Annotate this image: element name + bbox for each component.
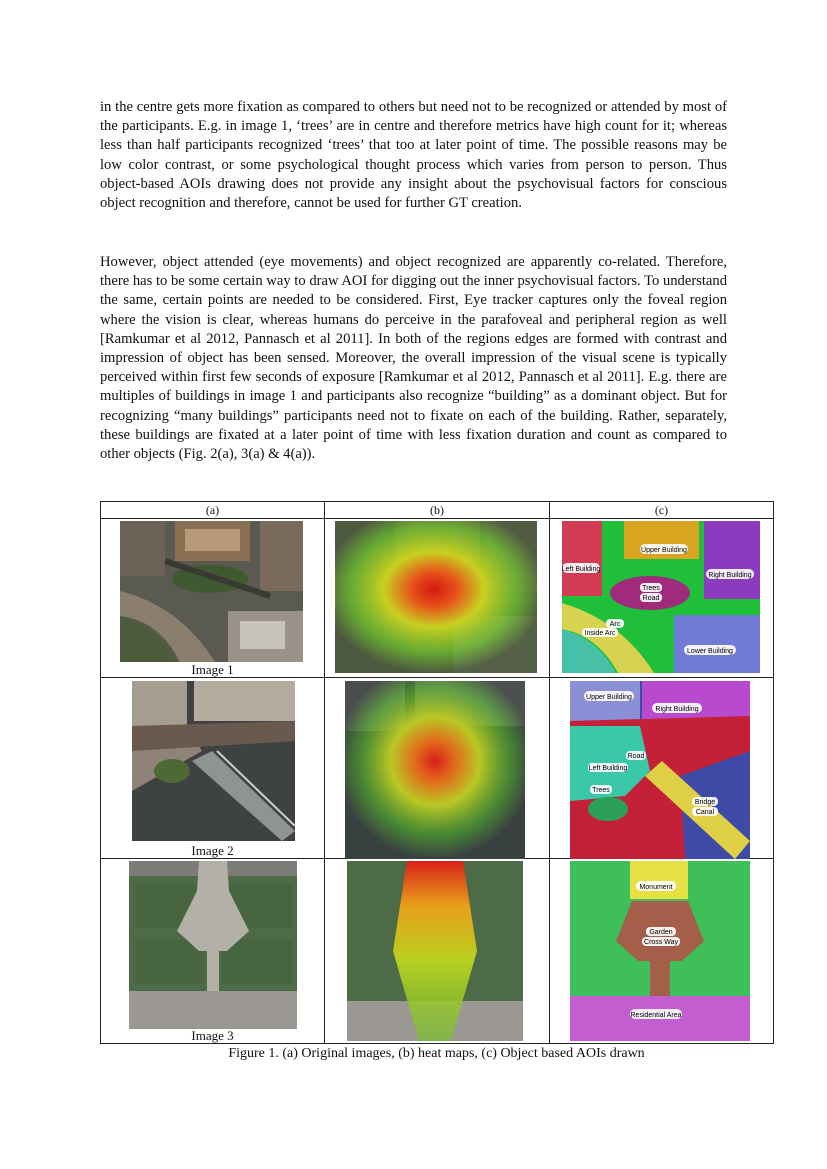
- image2-heatmap-cell: [325, 678, 550, 859]
- image3-original-cell: [101, 859, 325, 1044]
- row-label-image2: Image 2: [191, 843, 234, 858]
- image2-aoi-map: [570, 681, 750, 859]
- body-paragraph-1: in the centre gets more fixation as compared to others but need not to be recognized or attended by most of the participants. E.g. in image 1, ‘trees’ are in centre and therefore metrics have high count for it; whereas less than half participants recognized ‘trees’ that too at later point of time. The possible reasons may be low color contrast, or some psychological thought process which varies from person to person. Thus object-based AOIs drawing does not provide any insight about the psychovisual factors for conscious object recognition and therefore, cannot be used for further GT creation.: [100, 99, 727, 212]
- image1-aoi-map: [562, 521, 760, 673]
- row-label-image3: Image 3: [191, 1028, 234, 1043]
- column-header-c: (c): [550, 502, 774, 519]
- image1-heatmap: [335, 521, 537, 673]
- body-paragraph-2: However, object attended (eye movements) and object recognized are apparently co-related. Therefore, there has to be some certain way to draw AOI for digging out the inner psychovisual factors. To understand the same, certain points are needed to be considered. First, Eye tracker captures only the foveal region where the vision is clear, whereas humans do perceive in the parafoveal and peripheral region as well [Ramkumar et al 2012, Pannasch et al 2011]. In both of the regions edges are formed with contrast and impression of object has been sensed. Moreover, the overall impression of the visual scene is typically perceived within first few seconds of exposure [Ramkumar et al 2012, Pannasch et al 2011]. E.g. there are multiples of buildings in image 1 and participants also recognize “building” as a dominant object. But for recognizing “many buildings” participants need not to fixate on each of the building. Rather, separately, these buildings are fixated at a later point of time with less fixation duration and count as compared to other objects (Fig. 2(a), 3(a) & 4(a)).: [100, 254, 727, 463]
- aoi-label: Inside Arc: [584, 630, 616, 637]
- aoi-label: Monument: [639, 884, 673, 891]
- aoi-label: Trees: [592, 787, 610, 794]
- image3-heatmap: [347, 861, 523, 1041]
- figure-caption: Figure 1. (a) Original images, (b) heat maps, (c) Object based AOIs drawn: [228, 1046, 645, 1061]
- aoi-label: Lower Building: [687, 648, 733, 655]
- column-header-b: (b): [325, 502, 550, 519]
- image2-heatmap: [345, 681, 525, 859]
- image1-original-cell: [101, 519, 325, 678]
- image1-aoi-cell: [550, 519, 774, 678]
- image3-aoi-cell: [550, 859, 774, 1044]
- image2-original-cell: [101, 678, 325, 859]
- figure-table: [100, 501, 774, 1044]
- image3-heatmap-cell: [325, 859, 550, 1044]
- aoi-label: Left Building: [562, 566, 601, 573]
- column-header-a: (a): [101, 502, 325, 519]
- aoi-label: Trees: [642, 585, 660, 592]
- aoi-label: Road: [642, 595, 660, 602]
- image3-original-photo: [129, 861, 297, 1029]
- aoi-label: Canal: [695, 809, 715, 816]
- aoi-label: Residential Area: [630, 1012, 682, 1019]
- aoi-label: Garden: [649, 929, 673, 936]
- aoi-label: Arc: [609, 621, 621, 628]
- row-label-image1: Image 1: [191, 662, 234, 677]
- aoi-label: Road: [627, 753, 645, 760]
- aoi-label: Upper Building: [586, 694, 632, 701]
- aoi-label: Bridge: [694, 799, 716, 806]
- aoi-label: Right Building: [708, 572, 752, 579]
- aoi-label: Cross Way: [644, 939, 678, 946]
- aoi-label: Right Building: [655, 706, 699, 713]
- image1-original-photo: [120, 521, 303, 662]
- aoi-label: Left Building: [588, 765, 628, 772]
- image2-aoi-cell: [550, 678, 774, 859]
- aoi-label: Upper Building: [641, 547, 687, 554]
- image1-heatmap-cell: [325, 519, 550, 678]
- image2-original-photo: [132, 681, 295, 841]
- image3-aoi-map: [570, 861, 750, 1041]
